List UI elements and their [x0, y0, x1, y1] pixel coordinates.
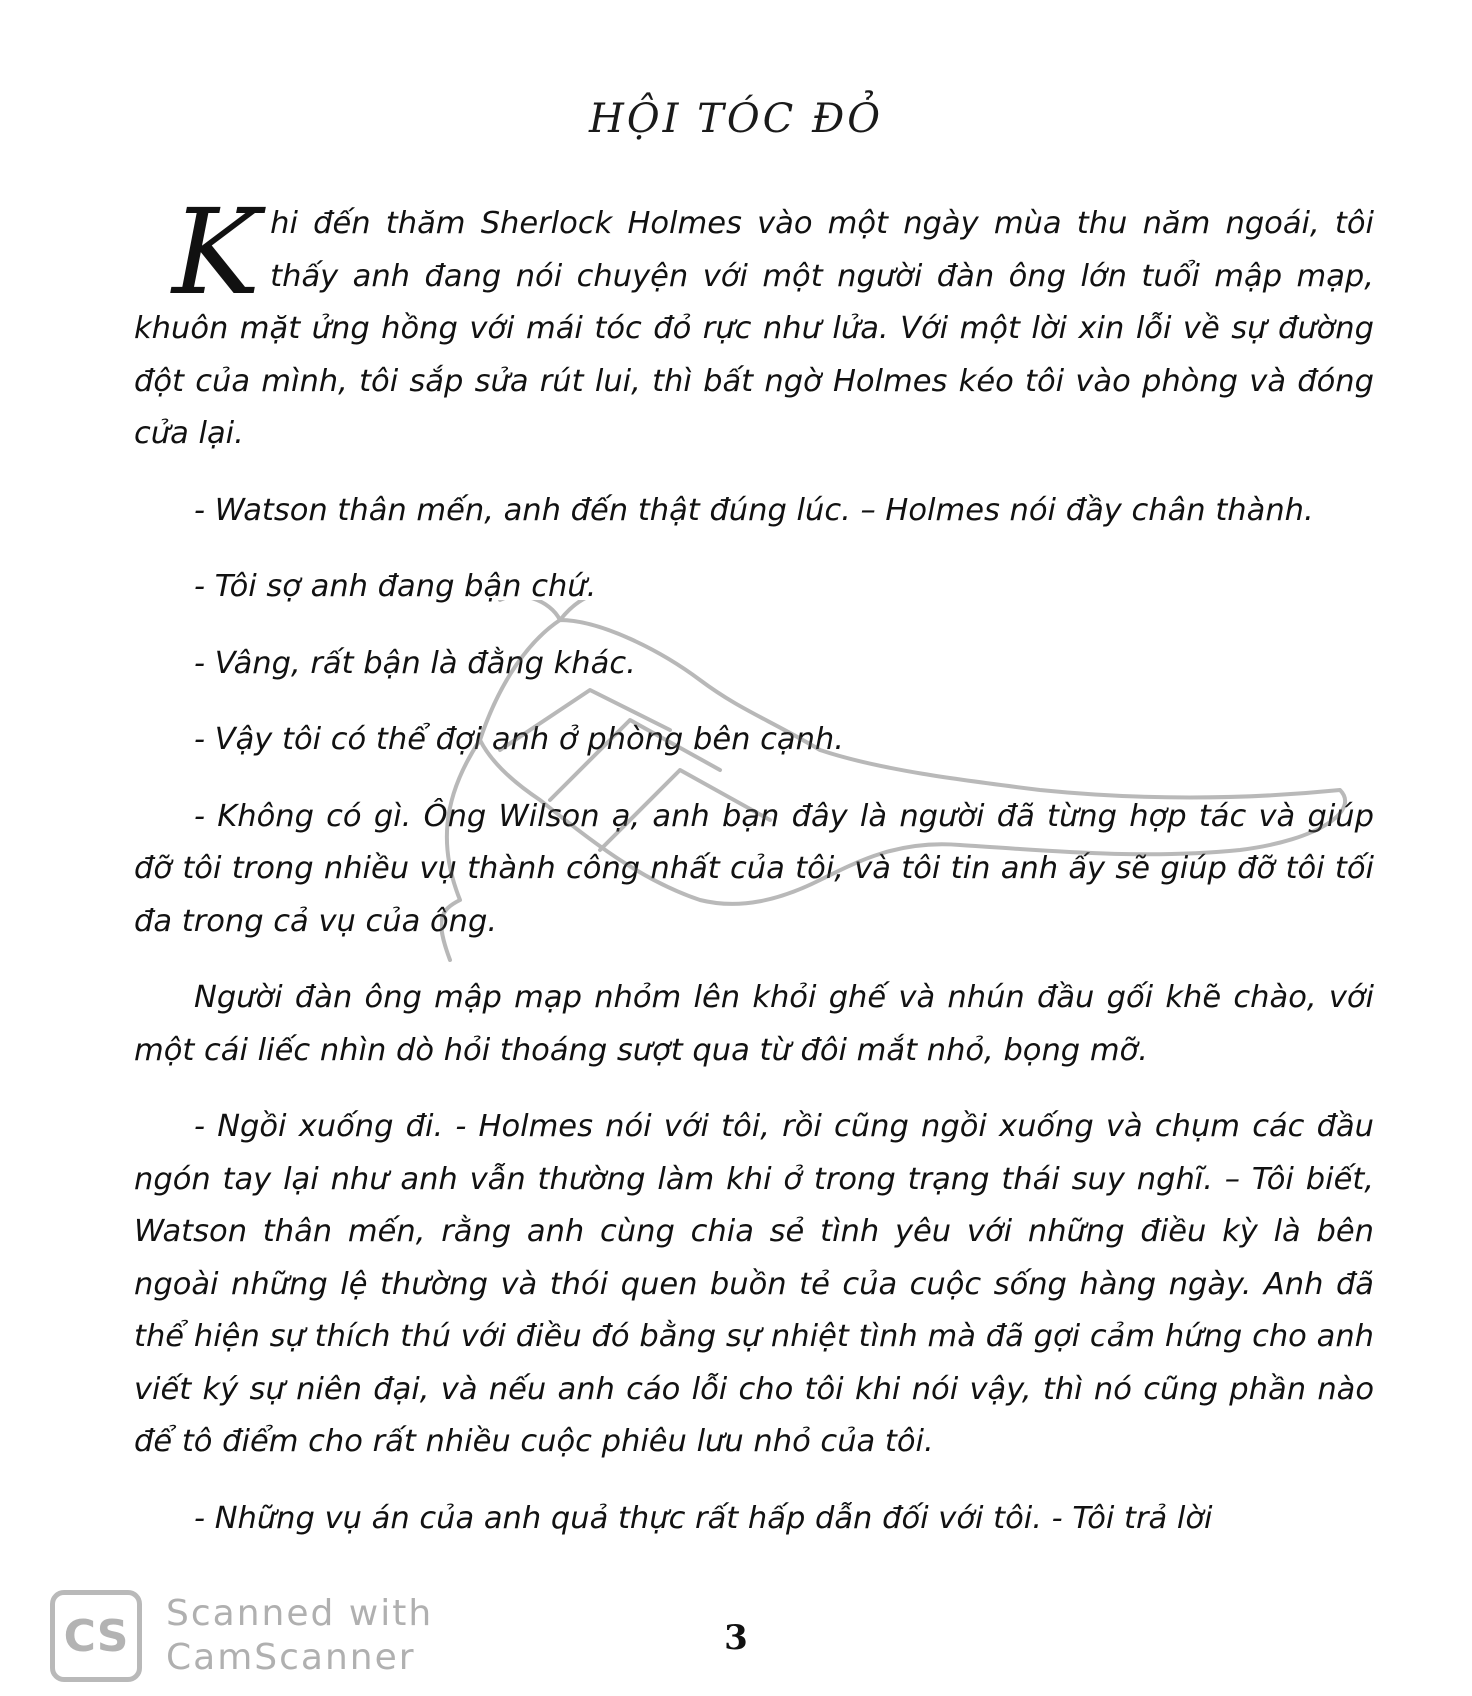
- paragraph-opening: Khi đến thăm Sherlock Holmes vào một ngày mùa thu năm ngoái, tôi thấy anh đang nói chuyện với một người đàn ông lớn tuổi mập mạp, khuôn mặt ửng hồng với mái tóc đỏ rực như lửa. Với một lời xin lỗi về sự đường đột của mình, tôi sắp sửa rút lui, thì bất ngờ Holmes kéo tôi vào phòng và đóng cửa lại.: [134, 183, 1374, 451]
- watermark-line-2: CamScanner: [166, 1637, 416, 1678]
- paragraph: - Không có gì. Ông Wilson ạ, anh bạn đây là người đã từng hợp tác và giúp đỡ tôi trong nhiều vụ thành công nhất của tôi, và tôi tin anh ấy sẽ giúp đỡ tôi tối đa trong cả vụ của ông.: [134, 798, 1374, 939]
- camscanner-logo-icon: CS: [50, 1590, 142, 1682]
- paragraph: - Vậy tôi có thể đợi anh ở phòng bên cạnh.: [194, 722, 844, 757]
- body-text: [134, 183, 1374, 1545]
- paragraph: - Ngồi xuống đi. - Holmes nói với tôi, rồi cũng ngồi xuống và chụm các đầu ngón tay lại như anh vẫn thường làm khi ở trong trạng thái suy nghĩ. – Tôi biết, Watson thân mến, rằng anh cùng chia sẻ tình yêu với những điều kỳ là bên ngoài những lệ thường và thói quen buồn tẻ của cuộc sống hàng ngày. Anh đã thể hiện sự thích thú với điều đó bằng sự nhiệt tình mà đã gợi cảm hứng cho anh viết ký sự niên đại, và nếu anh cáo lỗi cho tôi khi nói vậy, thì nó cũng phần nào để tô điểm cho rất nhiều cuộc phiêu lưu nhỏ của tôi.: [134, 1109, 1374, 1459]
- paragraph: - Tôi sợ anh đang bận chứ.: [194, 569, 597, 604]
- paragraph: - Những vụ án của anh quả thực rất hấp dẫn đối với tôi. - Tôi trả lời: [194, 1500, 1213, 1536]
- paragraph: - Vâng, rất bận là đằng khác.: [194, 645, 636, 681]
- chapter-title: HỘI TÓC ĐỎ: [588, 96, 884, 142]
- drop-cap: K: [172, 183, 261, 321]
- paragraph: Người đàn ông mập mạp nhỏm lên khỏi ghế và nhún đầu gối khẽ chào, với một cái liếc nhìn dò hỏi thoáng sượt qua từ đôi mắt nhỏ, bọng mỡ.: [134, 980, 1374, 1068]
- page-number: 3: [724, 1618, 748, 1658]
- paragraph: - Watson thân mến, anh đến thật đúng lúc. – Holmes nói đầy chân thành.: [194, 492, 1314, 528]
- watermark-line-1: Scanned with: [166, 1593, 434, 1634]
